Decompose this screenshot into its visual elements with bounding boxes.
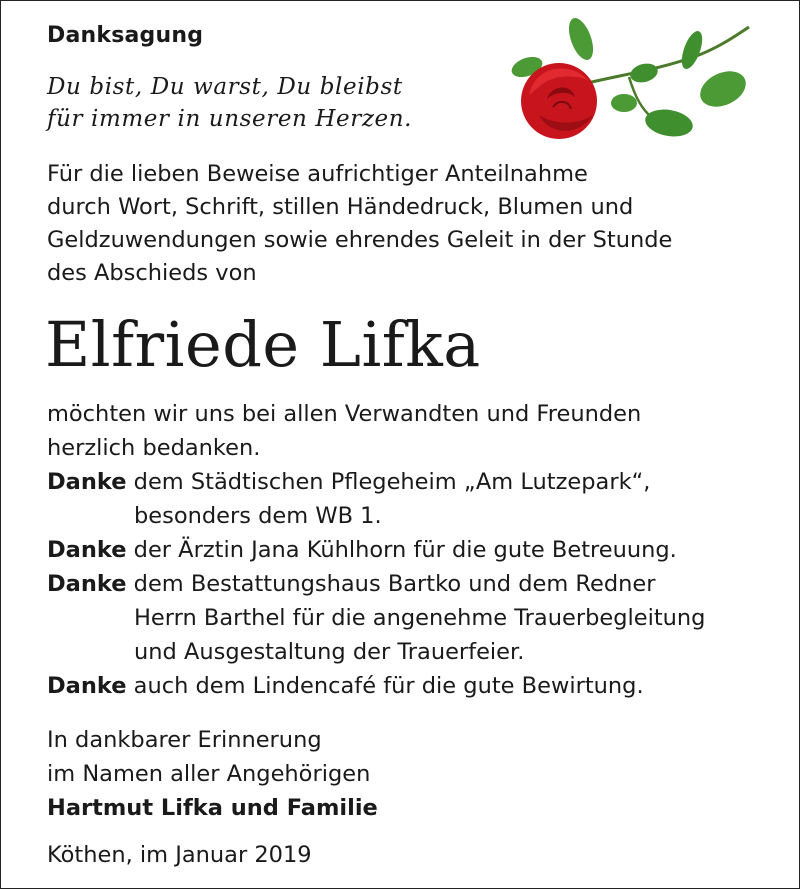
thanks-intro-line: herzlich bedanken. [47, 435, 261, 461]
deceased-name: Elfriede Lifka [45, 308, 481, 381]
danke-word: Danke [47, 469, 127, 495]
intro-line: durch Wort, Schrift, stillen Händedruck, Blumen und [47, 194, 634, 220]
thanks-item [47, 533, 705, 567]
danke-word: Danke [47, 571, 127, 597]
leaf [678, 28, 707, 71]
thanks-intro-line: möchten wir uns bei allen Verwandten und Freunden [47, 401, 642, 427]
motto-line: Du bist, Du warst, Du bleibst [47, 74, 403, 100]
thanks-text: der Ärztin Jana Kühlhorn für die gute Betreuung. [133, 537, 677, 563]
danke-word: Danke [47, 673, 127, 699]
leaf [611, 94, 637, 112]
intro-text [47, 158, 672, 290]
thanks-continuation: besonders dem WB 1. [134, 503, 382, 529]
thanks-item [47, 567, 705, 601]
thanks-text: dem Bestattungshaus Bartko und dem Redner [133, 571, 656, 597]
intro-line: Geldzuwendungen sowie ehrendes Geleit in der Stunde [47, 227, 673, 253]
leaf [564, 15, 598, 63]
motto-line: für immer in unseren Herzen. [47, 106, 413, 132]
intro-line: des Abschieds von [47, 260, 257, 286]
leaf [694, 64, 751, 113]
closing-line: In dankbarer Erinnerung [47, 727, 322, 753]
thanks-item [47, 465, 705, 499]
motto [47, 71, 412, 135]
leaf [643, 106, 695, 140]
thanks-item [47, 669, 705, 703]
intro-line: Für die lieben Beweise aufrichtiger Anteilnahme [47, 161, 588, 187]
thanks-text: auch dem Lindencafé für die gute Bewirtung. [133, 673, 644, 699]
place-date: Köthen, im Januar 2019 [47, 842, 312, 868]
signature [47, 791, 378, 825]
thanks-continuation: und Ausgestaltung der Trauerfeier. [134, 639, 525, 665]
heading: Danksagung [47, 23, 204, 48]
rose-image [509, 15, 761, 153]
thanks-continuation: Herrn Barthel für die angenehme Trauerbegleitung [134, 605, 706, 631]
thanks-section [47, 397, 705, 703]
danke-word: Danke [47, 537, 127, 563]
thanks-text: dem Städtischen Pflegeheim „Am Lutzepark“, [133, 469, 651, 495]
leaf [628, 61, 660, 86]
closing-line: im Namen aller Angehörigen [47, 761, 371, 787]
signature-text: Hartmut Lifka und Familie [47, 795, 378, 821]
closing-section [47, 723, 378, 825]
